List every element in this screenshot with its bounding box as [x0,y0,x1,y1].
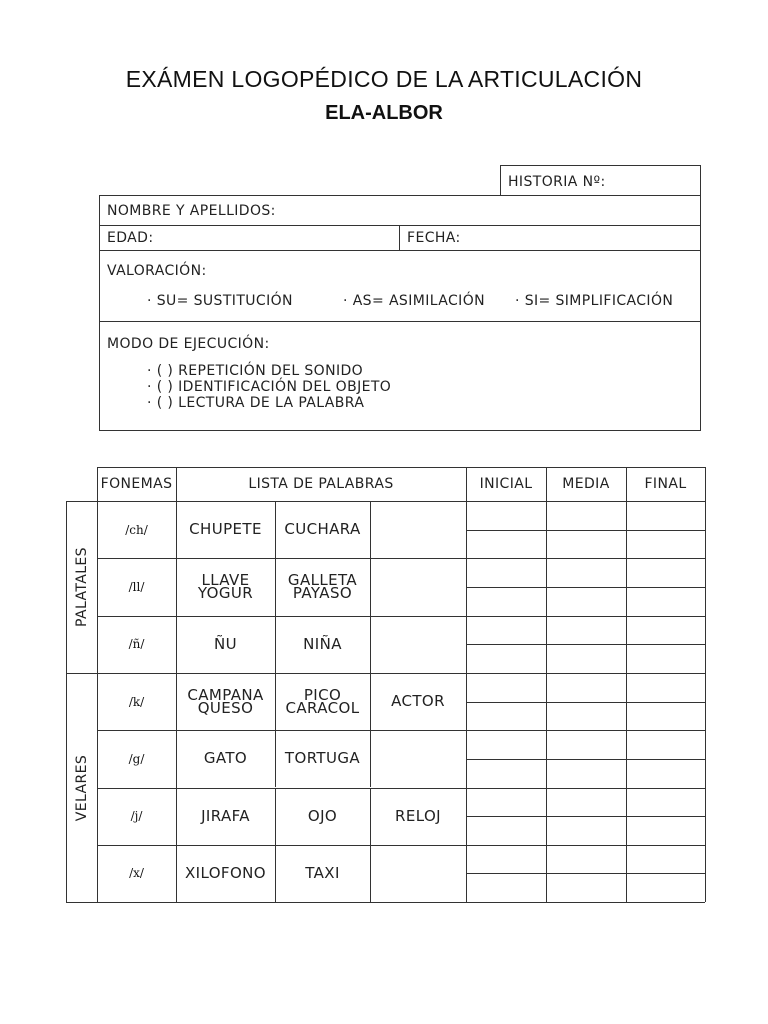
word-cell: ACTOR [391,692,445,711]
score-cell[interactable] [466,788,546,817]
score-cell[interactable] [626,530,705,559]
group-label-palatales: PALATALES [73,546,90,627]
grid-line [66,501,67,902]
fonema-cell: /ch/ [125,522,148,537]
modo-item[interactable]: · ( ) IDENTIFICACIÓN DEL OBJETO [147,379,392,395]
score-cell[interactable] [546,530,626,559]
score-cell[interactable] [626,616,705,645]
fonema-cell: /j/ [130,809,143,824]
header-fonemas: FONEMAS [100,476,173,492]
score-cell[interactable] [466,616,546,645]
edad-label: EDAD: [107,230,154,246]
fecha-label: FECHA: [407,230,461,246]
score-cell[interactable] [626,501,705,530]
word-cell: XILOFONO [185,863,266,882]
score-cell[interactable] [546,644,626,673]
word-cell: LLAVE YOGUR [197,570,254,602]
score-cell[interactable] [546,873,626,902]
score-cell[interactable] [466,587,546,616]
fonema-cell: /k/ [128,694,145,709]
score-cell[interactable] [546,759,626,788]
word-cell: PICO CARACOL [285,685,360,717]
header-media: MEDIA [562,476,610,492]
word-cell: NIÑA [303,634,342,653]
score-cell[interactable] [626,873,705,902]
word-cell [370,616,466,673]
word-cell [370,501,466,558]
fonema-cell: /g/ [128,751,145,766]
word-cell: RELOJ [395,806,441,825]
score-cell[interactable] [546,702,626,731]
score-cell[interactable] [626,644,705,673]
word-cell: GALLETA PAYASO [287,570,358,602]
word-cell: TAXI [305,863,340,882]
score-cell[interactable] [626,587,705,616]
word-cell: TORTUGA [284,749,361,768]
score-cell[interactable] [466,759,546,788]
valoracion-item: · SI= SIMPLIFICACIÓN [515,293,674,309]
score-cell[interactable] [546,616,626,645]
score-cell[interactable] [546,587,626,616]
header-lista-palabras: LISTA DE PALABRAS [248,476,394,492]
word-cell: GATO [203,749,248,768]
score-cell[interactable] [466,673,546,702]
score-cell[interactable] [466,501,546,530]
word-cell: CAMPANA QUESO [187,685,264,717]
score-cell[interactable] [626,673,705,702]
score-cell[interactable] [466,873,546,902]
score-cell[interactable] [626,845,705,874]
word-cell [370,730,466,787]
header-inicial: INICIAL [479,476,533,492]
header-final: FINAL [644,476,687,492]
score-cell[interactable] [546,673,626,702]
grid-line [705,501,706,902]
fonema-cell: /ñ/ [128,637,145,652]
score-cell[interactable] [546,558,626,587]
score-cell[interactable] [466,816,546,845]
grid-line [705,467,706,501]
score-cell[interactable] [466,845,546,874]
score-cell[interactable] [546,816,626,845]
score-cell[interactable] [626,730,705,759]
modo-item[interactable]: · ( ) LECTURA DE LA PALABRA [147,395,365,411]
historia-label: HISTORIA Nº: [508,174,606,190]
word-cell: CHUPETE [189,520,262,539]
score-cell[interactable] [626,788,705,817]
modo-label: MODO DE EJECUCIÓN: [107,336,270,352]
score-cell[interactable] [466,730,546,759]
page-title: EXÁMEN LOGOPÉDICO DE LA ARTICULACIÓN [125,66,643,92]
valoracion-item: · SU= SUSTITUCIÓN [147,293,293,309]
nombre-label: NOMBRE Y APELLIDOS: [107,203,276,219]
grid-line [66,902,705,903]
word-cell [370,845,466,902]
modo-item[interactable]: · ( ) REPETICIÓN DEL SONIDO [147,363,364,379]
fonema-cell: /ll/ [128,579,145,594]
score-cell[interactable] [626,702,705,731]
score-cell[interactable] [466,644,546,673]
valoracion-item: · AS= ASIMILACIÓN [343,293,485,309]
word-cell: CUCHARA [284,520,361,539]
valoracion-label: VALORACIÓN: [107,263,207,279]
score-cell[interactable] [466,558,546,587]
word-cell: JIRAFA [201,806,250,825]
word-cell: OJO [307,806,338,825]
word-cell: ÑU [214,634,237,653]
grid-line [66,673,97,674]
word-cell [370,558,466,615]
page-subtitle: ELA-ALBOR [325,102,443,124]
score-cell[interactable] [626,558,705,587]
score-cell[interactable] [626,759,705,788]
score-cell[interactable] [626,816,705,845]
score-cell[interactable] [466,702,546,731]
fonema-cell: /x/ [129,866,144,881]
score-cell[interactable] [546,730,626,759]
score-cell[interactable] [546,788,626,817]
score-cell[interactable] [466,530,546,559]
group-label-velares: VELARES [73,754,90,821]
score-cell[interactable] [546,845,626,874]
score-cell[interactable] [546,501,626,530]
